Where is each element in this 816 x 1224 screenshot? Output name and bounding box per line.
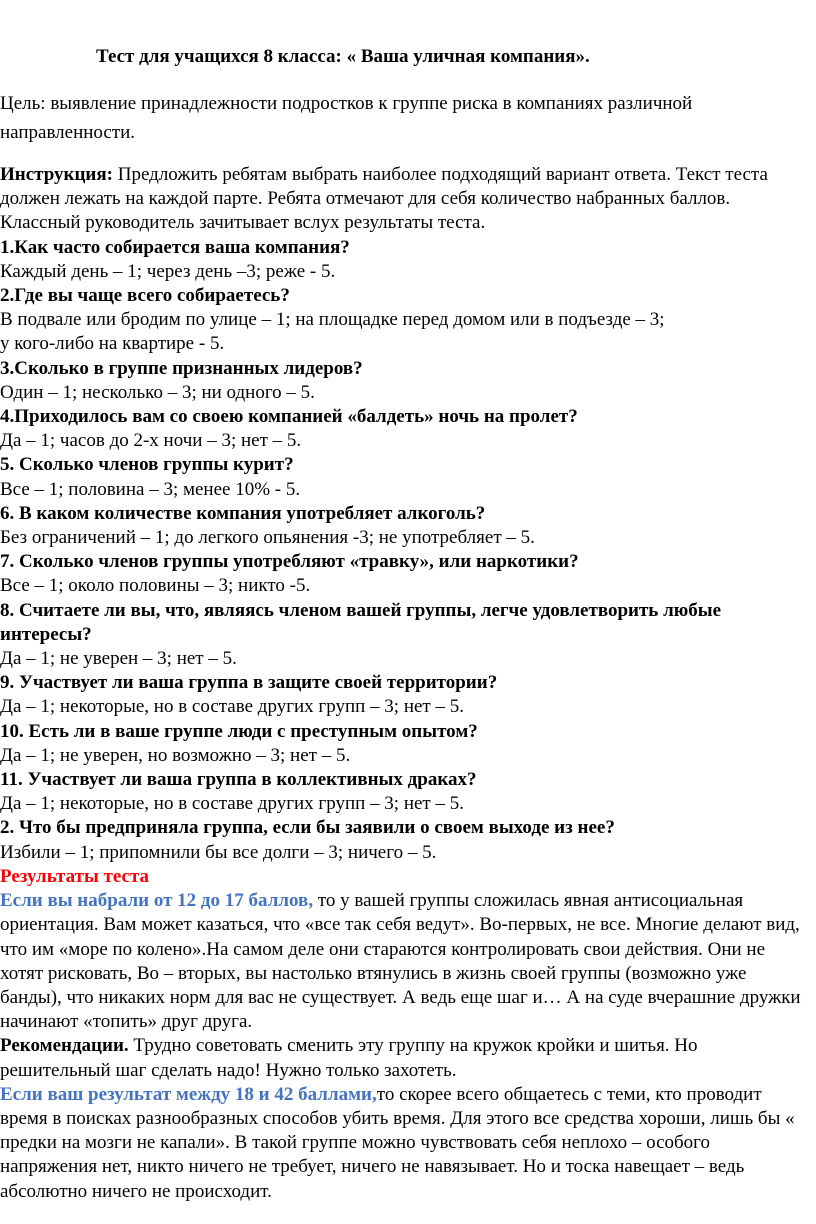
answer-9: Да – 1; некоторые, но в составе других групп – 3; нет – 5. <box>0 696 464 718</box>
recommendation-paragraph <box>0 1034 805 1082</box>
question-2: 2.Где вы чаще всего собираетесь? <box>0 285 290 307</box>
instruction-text: Предложить ребятам выбрать наиболее подходящий вариант ответа. Текст теста должен лежать на каждой парте. Ребята отмечают для себя количество набранных баллов. Классный руководитель зачитывает вслух результаты теста. <box>0 164 768 234</box>
result-2-lead: Если ваш результат между 18 и 42 баллами, <box>0 1083 377 1105</box>
answer-3: Один – 1; несколько – 3; ни одного – 5. <box>0 381 315 403</box>
answer-4: Да – 1; часов до 2-х ночи – 3; нет – 5. <box>0 430 302 452</box>
instruction-paragraph <box>0 163 805 236</box>
answer-6: Без ограничений – 1; до легкого опьянения -3; не употребляет – 5. <box>0 527 535 549</box>
question-6: 6. В каком количестве компания употребляет алкоголь? <box>0 502 486 524</box>
goal-paragraph: Цель: выявление принадлежности подростков к группе риска в компаниях различной направленности. <box>0 93 693 143</box>
recommendation-label: Рекомендации. <box>0 1035 129 1057</box>
answer-11: Да – 1; некоторые, но в составе других групп – 3; нет – 5. <box>0 793 464 815</box>
result-1-lead: Если вы набрали от 12 до 17 баллов, <box>0 890 314 912</box>
answer-2-continued: у кого-либо на квартире - 5. <box>0 333 225 355</box>
question-12: 2. Что бы предприняла группа, если бы заявили о своем выходе из нее? <box>0 817 615 839</box>
result-1-paragraph <box>0 889 805 1034</box>
answer-5: Все – 1; половина – 3; менее 10% - 5. <box>0 478 301 500</box>
answer-10: Да – 1; не уверен, но возможно – 3; нет – 5. <box>0 744 351 766</box>
question-3: 3.Сколько в группе признанных лидеров? <box>0 357 363 379</box>
question-8: 8. Считаете ли вы, что, являясь членом вашей группы, легче удовлетворить любые интересы? <box>0 599 722 645</box>
result-2-text: то скорее всего общаетесь с теми, кто проводит время в поисках разнообразных способов убить время. Для этого все средства хороши, лишь бы « предки на мозги не капали». В такой группе можно чувствовать себя неплохо – особого напряжения нет, никто ничего не требует, ничего не навязывает. Но и тоска навещает – ведь абсолютно ничего не происходит. <box>0 1083 795 1202</box>
question-5: 5. Сколько членов группы курит? <box>0 454 294 476</box>
answer-7: Все – 1; около половины – 3; никто -5. <box>0 575 311 597</box>
question-9: 9. Участвует ли ваша группа в защите своей территории? <box>0 672 498 694</box>
question-11: 11. Участвует ли ваша группа в коллективных драках? <box>0 769 477 791</box>
results-heading: Результаты теста <box>0 865 150 887</box>
answer-1: Каждый день – 1; через день –3; реже - 5. <box>0 260 336 282</box>
instruction-label: Инструкция: <box>0 164 113 185</box>
question-7: 7. Сколько членов группы употребляют «травку», или наркотики? <box>0 551 579 573</box>
question-10: 10. Есть ли в ваше группе люди с преступным опытом? <box>0 720 478 742</box>
answer-2: В подвале или бродим по улице – 1; на площадке перед домом или в подъезде – 3; <box>0 309 665 331</box>
result-1-text: то у вашей группы сложилась явная антисоциальная ориентация. Вам может казаться, что «все так себя ведут». Во-первых, не все. Многие делают вид, что им «море по колено».На самом деле они стараются контролировать свои действия. Они не хотят рисковать, Во – вторых, вы настолько втянулись в жизнь своей группы (возможно уже банды), что никаких норм для вас не существует. А ведь еще шаг и… А на суде вчерашние дружки начинают «топить» друг друга. <box>0 890 801 1033</box>
document-body <box>0 163 805 1204</box>
answer-12: Избили – 1; припомнили бы все долги – 3; ничего – 5. <box>0 841 437 863</box>
answer-8: Да – 1; не уверен – 3; нет – 5. <box>0 648 237 670</box>
result-2-paragraph <box>0 1083 805 1204</box>
recommendation-text: Трудно советовать сменить эту группу на кружок кройки и шитья. Но решительный шаг сделать надо! Нужно только захотеть. <box>0 1035 698 1081</box>
question-4: 4.Приходилось вам со своею компанией «балдеть» ночь на пролет? <box>0 406 578 428</box>
document-title: Тест для учащихся 8 класса: « Ваша уличная компания». <box>96 46 590 67</box>
question-1: 1.Как часто собирается ваша компания? <box>0 236 350 258</box>
